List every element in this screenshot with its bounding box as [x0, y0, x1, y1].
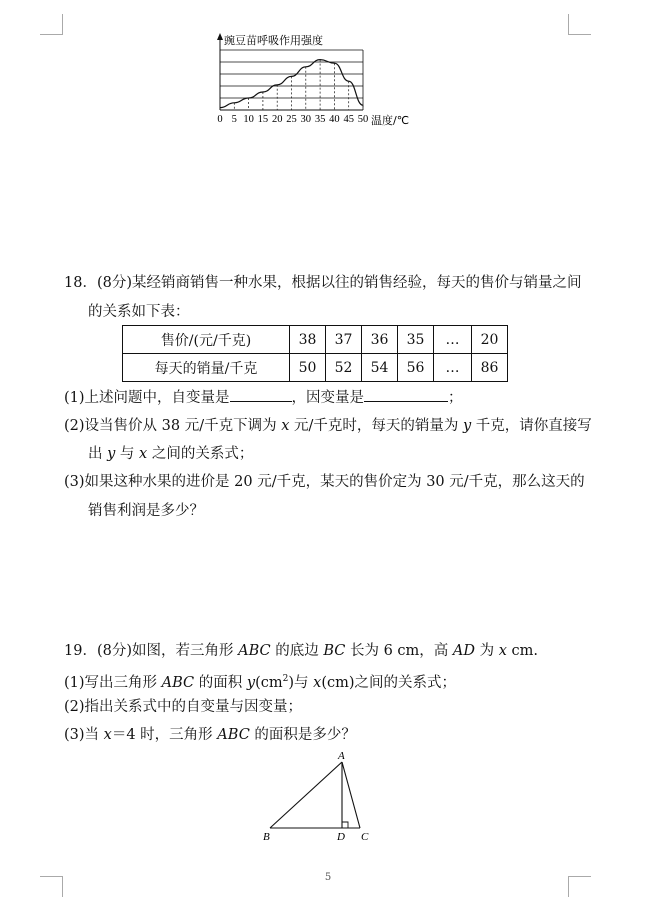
y-axis-label: 豌豆苗呼吸作用强度	[224, 34, 323, 47]
q18-line-1: 18．(8分)某经销商销售一种水果，根据以往的销售经验，每天的售价与销量之间	[64, 275, 582, 291]
x-tick-label: 20	[271, 114, 283, 125]
q19-text: ＝4 时，三角形	[111, 727, 218, 743]
x-tick-label: 10	[243, 114, 254, 125]
x-tick-label: 45	[343, 114, 354, 125]
price-sales-table	[122, 325, 508, 382]
var-x: x	[281, 418, 290, 434]
table-cell: 56	[398, 354, 434, 382]
x-tick-label: 35	[314, 114, 326, 125]
table-cell: 54	[362, 354, 398, 382]
label-a: A	[338, 750, 345, 762]
x-tick-label: 40	[329, 114, 340, 125]
crop-mark-top-left	[40, 14, 63, 35]
var-x: x	[103, 727, 112, 743]
q18-part-1-text: ，因变量是	[291, 390, 365, 406]
q19-part-1	[64, 669, 456, 693]
y-axis-arrow	[217, 33, 223, 40]
q19-text: 19．(8分)如图，若三角形	[64, 643, 239, 659]
q19-text: )与	[288, 674, 314, 691]
label-d: D	[337, 831, 345, 843]
table-cell: 36	[362, 326, 398, 354]
table-header-sales: 每天的销量/千克	[123, 354, 290, 382]
var-y: y	[463, 418, 472, 434]
q19-text: (cm)之间的关系式；	[321, 674, 456, 691]
table-cell: …	[434, 354, 472, 382]
table-cell: 35	[398, 326, 434, 354]
q19-text: 长为 6 cm，高	[345, 643, 453, 659]
var-y: y	[107, 446, 116, 462]
q18-part-1-text: ；	[448, 390, 463, 406]
table-cell: …	[434, 326, 472, 354]
q19-text: (3)当	[64, 727, 104, 743]
q19-text: cm.	[506, 643, 539, 659]
q18-part-2-text: (2)设当售价从 38 元/千克下调为	[64, 418, 282, 434]
x-tick-label: 50	[357, 114, 369, 125]
q18-part-2-text: 出	[88, 446, 108, 462]
x-tick-label: 5	[231, 114, 237, 125]
q19-line-1	[64, 641, 538, 661]
var-bc: BC	[323, 643, 346, 659]
var-x: x	[498, 643, 507, 659]
table-cell: 86	[472, 354, 508, 382]
q19-text: (1)写出三角形	[64, 674, 162, 691]
q19-text: 为	[475, 643, 499, 659]
superscript-2: 2	[282, 674, 289, 684]
label-b: B	[263, 831, 270, 843]
var-y: y	[246, 674, 256, 691]
table-row	[123, 326, 508, 354]
table-header-price: 售价/(元/千克)	[123, 326, 290, 354]
q18-part-3-line-2: 销售利润是多少？	[88, 503, 204, 519]
x-tick-label: 15	[257, 114, 269, 125]
table-cell: 20	[472, 326, 508, 354]
x-axis-label: 温度/℃	[371, 114, 410, 127]
answer-blank-independent[interactable]	[230, 388, 292, 402]
q18-line-2: 的关系如下表：	[88, 304, 190, 320]
var-x: x	[313, 674, 322, 691]
triangle-figure	[258, 748, 378, 844]
q18-part-1-text: (1)上述问题中，自变量是	[64, 390, 230, 406]
right-angle-mark	[342, 822, 348, 828]
q19-text: 的面积	[194, 674, 247, 691]
var-abc: ABC	[238, 643, 271, 659]
q18-part-2-text: 与	[115, 446, 140, 462]
x-tick-label: 30	[300, 114, 312, 125]
respiration-chart	[205, 28, 425, 132]
q19-part-3	[64, 725, 356, 745]
var-abc: ABC	[217, 727, 250, 743]
label-c: C	[361, 831, 369, 843]
table-row	[123, 354, 508, 382]
table-cell: 52	[326, 354, 362, 382]
var-ad: AD	[452, 643, 476, 659]
q18-part-2-line-2	[88, 444, 253, 464]
q19-text: 的底边	[270, 643, 324, 659]
side-ab	[270, 762, 342, 828]
answer-blank-dependent[interactable]	[364, 388, 448, 402]
q18-part-2-line-1	[64, 416, 592, 436]
var-abc: ABC	[161, 674, 195, 691]
table-cell: 37	[326, 326, 362, 354]
crop-mark-top-right	[568, 14, 591, 35]
q19-part-2: (2)指出关系式中的自变量与因变量；	[64, 699, 303, 715]
x-tick-label: 0	[217, 114, 223, 125]
page-number: 5	[324, 872, 332, 883]
table-cell: 50	[290, 354, 326, 382]
x-tick-label: 25	[286, 114, 297, 125]
q18-part-2-text: 元/千克时，每天的销量为	[289, 418, 463, 434]
q18-part-3-line-1: (3)如果这种水果的进价是 20 元/千克，某天的售价定为 30 元/千克，那么这天的	[64, 474, 585, 490]
q19-text: 的面积是多少？	[249, 727, 356, 743]
q18-part-2-text: 之间的关系式；	[147, 446, 254, 462]
q18-part-2-text: 千克，请你直接写	[471, 418, 592, 434]
table-cell: 38	[290, 326, 326, 354]
var-x: x	[139, 446, 148, 462]
q18-part-1	[64, 388, 463, 408]
q19-text: (cm	[255, 674, 283, 691]
side-ac	[342, 762, 360, 828]
